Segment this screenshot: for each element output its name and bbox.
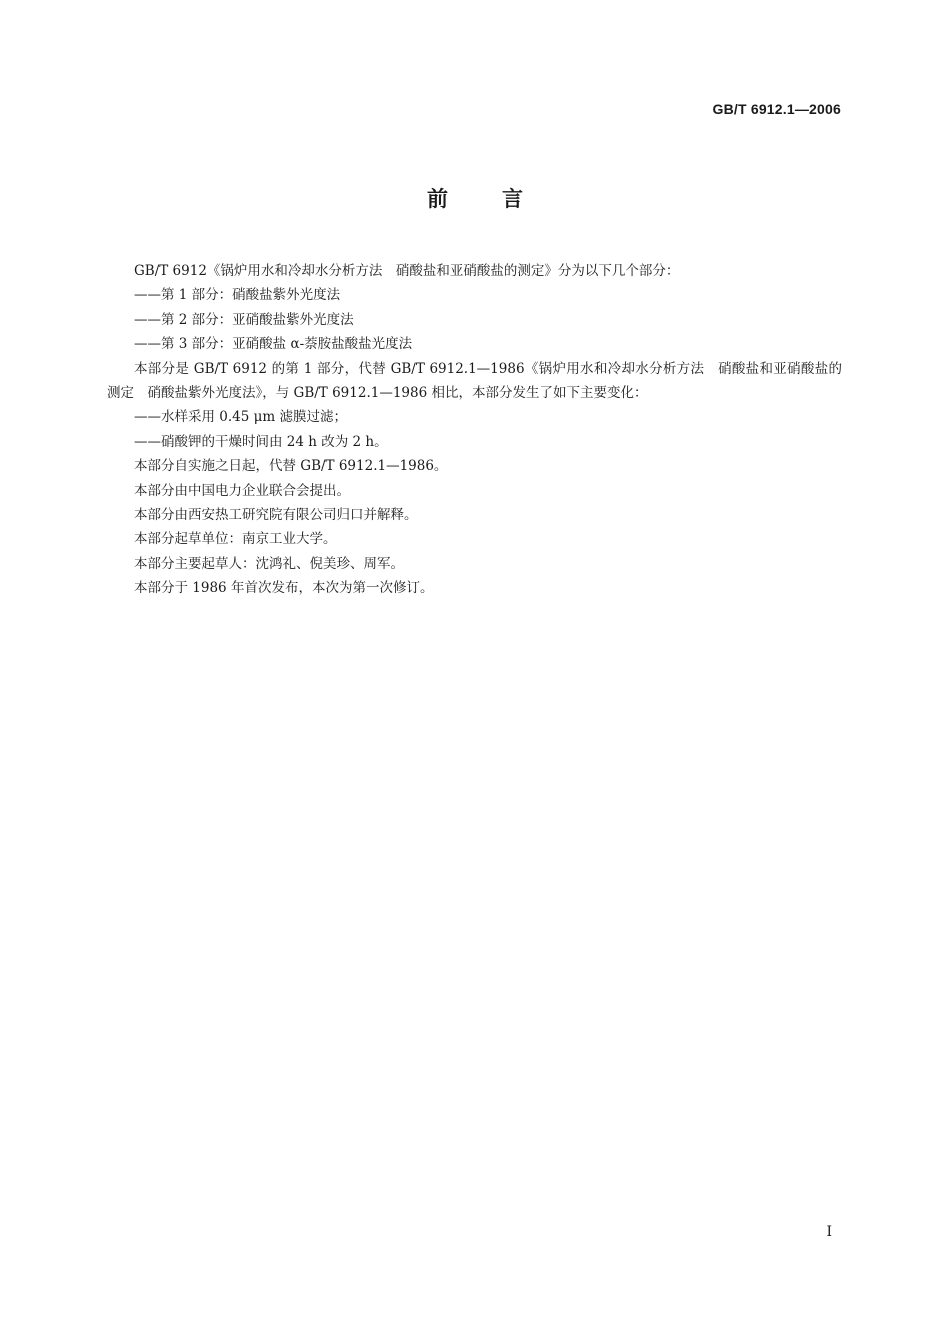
drafting-unit-paragraph: 本部分起草单位：南京工业大学。 [134,531,337,548]
replacement-paragraph: 本部分是 GB/T 6912 的第 1 部分，代替 GB/T 6912.1—1986《锅炉用水和冷却水分析方法 硝酸盐和亚硝酸盐的测定 硝酸盐紫外光度法》，与 GB/T 6912.1—1986 相比，本部分发生了如下主要变化： [107,360,842,402]
preface-body [107,259,842,601]
history-paragraph: 本部分于 1986 年首次发布，本次为第一次修订。 [134,580,434,597]
page-title [0,183,950,213]
drafters-paragraph: 本部分主要起草人：沈鸿礼、倪美珍、周军。 [134,555,404,572]
standard-code: GB/T 6912.1—2006 [712,101,841,117]
intro-paragraph: GB/T 6912《锅炉用水和冷却水分析方法 硝酸盐和亚硝酸盐的测定》分为以下几个部分： [134,263,680,279]
change-item-1: ——水样采用 0.45 μm 滤膜过滤； [134,409,348,426]
change-item-2: ——硝酸钾的干燥时间由 24 h 改为 2 h。 [134,433,388,450]
authority-paragraph: 本部分由西安热工研究院有限公司归口并解释。 [134,507,418,524]
title-char-2: 言 [502,187,523,211]
title-char-1: 前 [427,187,448,211]
proposer-paragraph: 本部分由中国电力企业联合会提出。 [134,482,350,499]
list-item-part-3: ——第 3 部分：亚硝酸盐 α-萘胺盐酸盐光度法 [134,336,413,353]
page-number: I [826,1224,832,1240]
list-item-part-1: ——第 1 部分：硝酸盐紫外光度法 [134,287,341,304]
list-item-part-2: ——第 2 部分：亚硝酸盐紫外光度法 [134,311,354,328]
effective-paragraph: 本部分自实施之日起，代替 GB/T 6912.1—1986。 [134,458,448,475]
